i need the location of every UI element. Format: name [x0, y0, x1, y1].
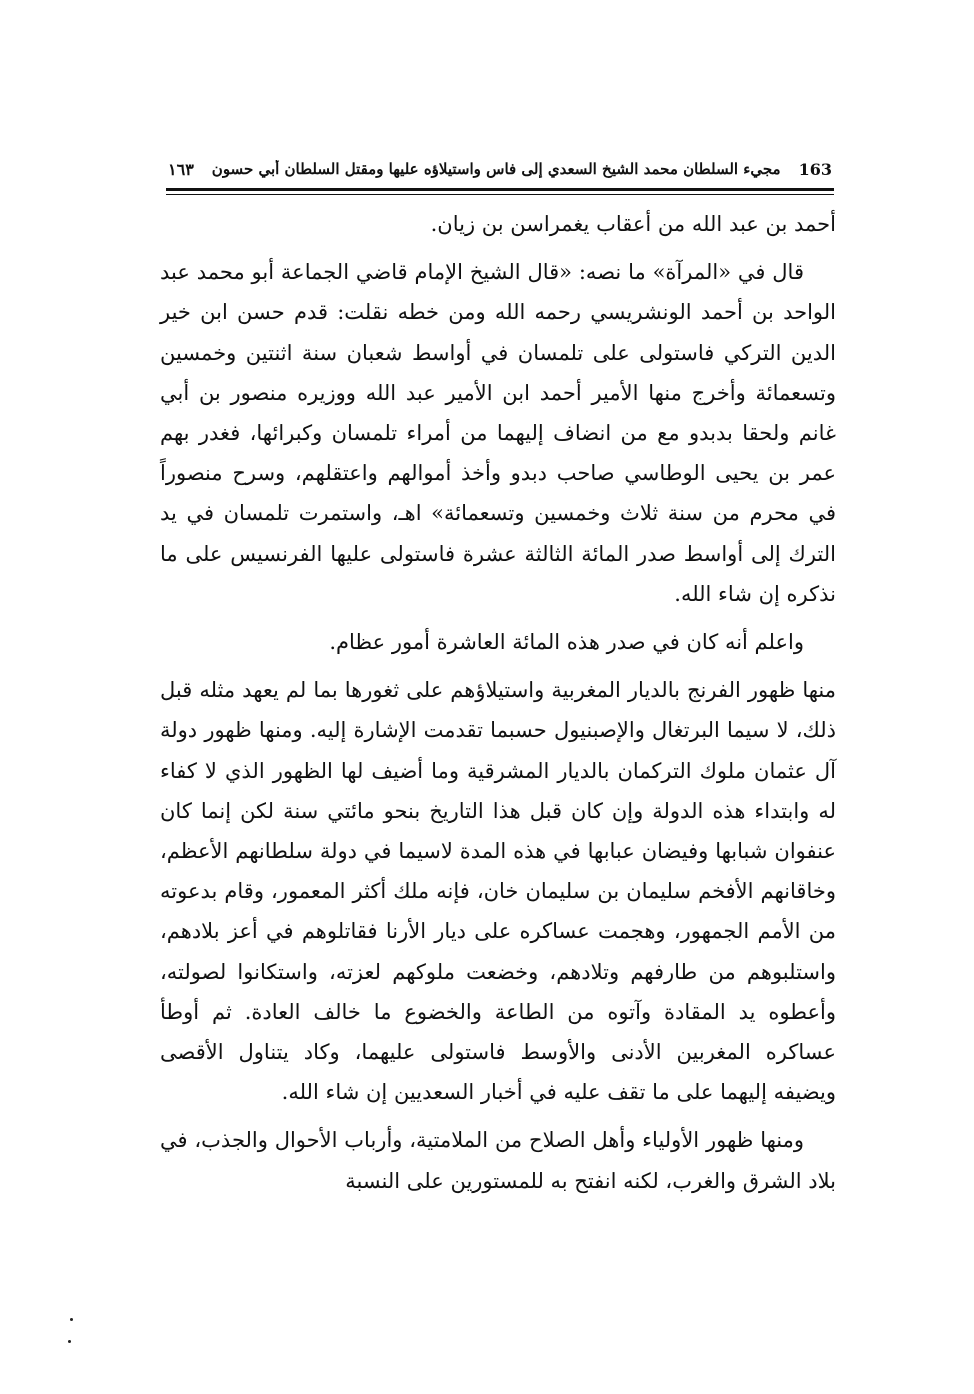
paragraph-4: منها ظهور الفرنج بالديار المغربية واستيلاؤهم على ثغورها بما لم يعهد مثله قبل ذلك، لا سيما البرتغال والإصبنيول حسبما تقدمت الإشارة إليه. ومنها ظهور دولة آل عثمان ملوك التركمان بالديار المشرقية وما أضيف لها الظهور الذي لا كفاء له وابتداء هذه الدولة وإن كان قبل هذا التاريخ بنحو مائتي سنة لكن إنما كان عنفوان شبابها وفيضان عبابها في هذه المدة لاسيما في دولة سلطانهم الأعظم، وخاقانهم الأفخم سليمان بن سليمان خان، فإنه ملك أكثر المعمور، وقام بدعوته من الأمم الجمهور، وهجمت عساكره على ديار الأرنا فقاتلوهم في أعز بلادهم، واستلبوهم من طارفهم وتلادهم، وخضعت ملوكهم لعزته، واستكانوا لصولته، وأعطوه يد المقادة وآتوه من الطاعة والخضوع ما خالف العادة. ثم أوطأ عساكره المغربين الأدنى والأوسط فاستولى عليهما، وكاد يتناول الأقصى ويضيفه إليهما على ما تقف عليه في أخبار السعديين إن شاء الله.: [160, 678, 836, 1105]
header-rule-thin: [166, 194, 834, 195]
chapter-title: مجيء السلطان محمد الشيخ السعدي إلى فاس واستيلاؤه عليها ومقتل السلطان أبي حسون: [211, 160, 781, 178]
scan-speck: [70, 1318, 73, 1321]
paragraph-1: أحمد بن عبد الله من أعقاب يغمراسن بن زيان.: [430, 212, 836, 236]
page-number-arabic: ١٦٣: [168, 159, 194, 179]
running-header: [168, 152, 832, 186]
paragraph-3: واعلم أنه كان في صدر هذه المائة العاشرة أمور عظام.: [329, 630, 804, 655]
page-number-latin: 163: [798, 159, 832, 179]
scan-speck: [68, 1340, 71, 1343]
paragraph-5: ومنها ظهور الأولياء وأهل الصلاح من الملامتية، وأرباب الأحوال والجذب، في بلاد الشرق والغرب، لكنه انفتح به للمستورين على النسبة: [160, 1128, 836, 1193]
body-text: [160, 204, 836, 1201]
header-rule: [166, 188, 834, 191]
paragraph-2: قال في «المرآة» ما نصه: «قال الشيخ الإمام قاضي الجماعة أبو محمد عبد الواحد بن أحمد الونشريسي رحمه الله ومن خطه نقلت: قدم حسن ابن خير الدين التركي فاستولى على تلمسان في أواسط شعبان سنة اثنتين وخمسين وتسعمائة وأخرج منها الأمير أحمد ابن الأمير عبد الله ووزيره منصور بن أبي غانم ولحقا بدبدو مع من انضاف إليهما من أمراء تلمسان وكبرائها، فغدر بهم عمر بن يحيى الوطاسي صاحب دبدو وأخذ أموالهم واعتقلهم، وسرح منصوراً في محرم من سنة ثلاث وخمسين وتسعمائة» اهـ، واستمرت تلمسان في يد الترك إلى أواسط صدر المائة الثالثة عشرة فاستولى عليها الفرنسيس على ما نذكره إن شاء الله.: [160, 260, 836, 606]
